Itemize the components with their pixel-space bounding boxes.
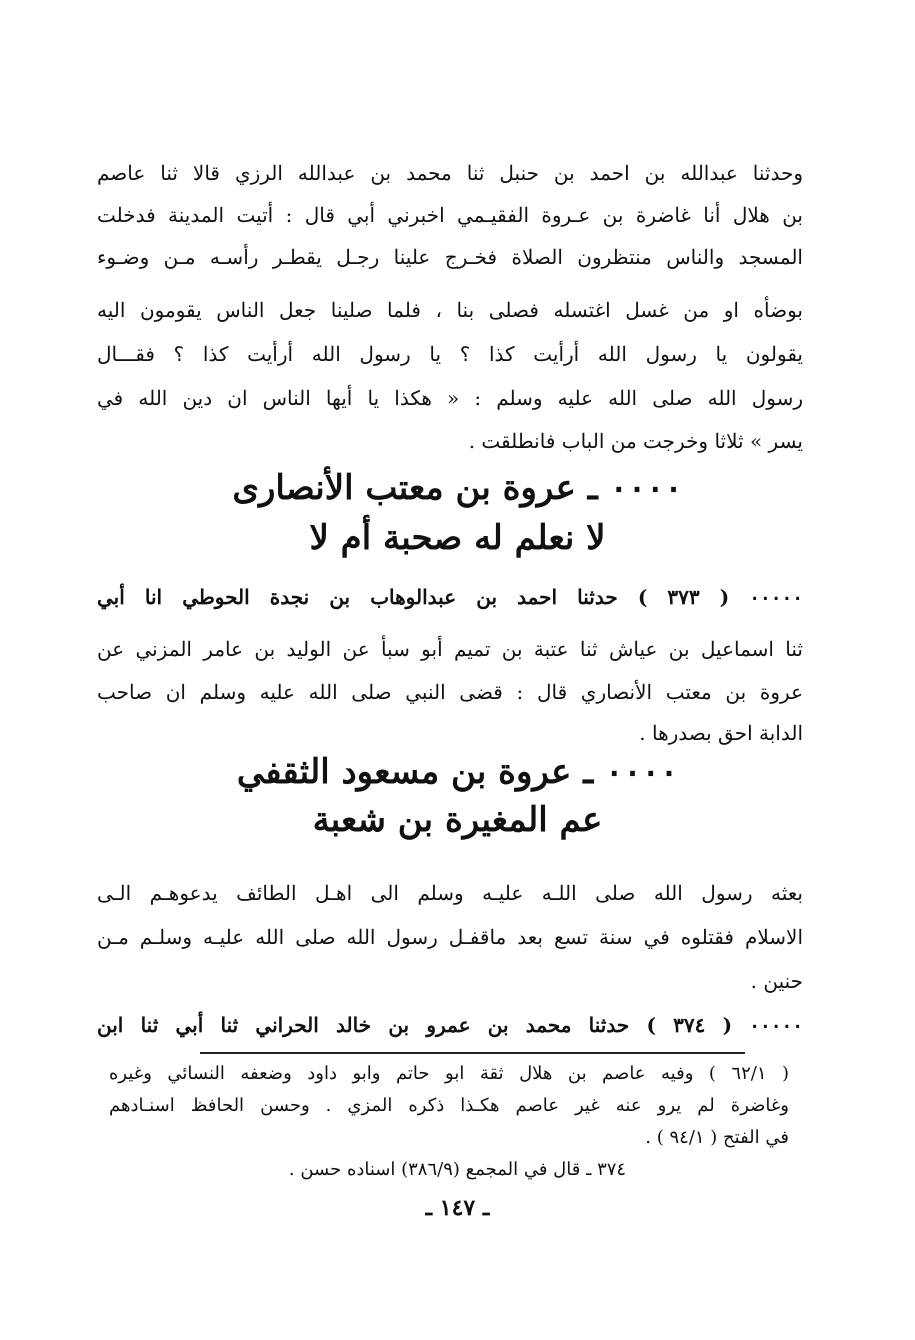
footnote-line: في الفتح ( ٩٤/١ ) .: [645, 1127, 789, 1148]
footnote-374: ٣٧٤ ـ قال في المجمع (٣٨٦/٩) اسناده حسن .: [288, 1159, 627, 1180]
paragraph1-line: يقولون يا رسول الله أرأيت كذا ؟ يا رسول الله أرأيت كذا ؟ فقـــال: [97, 342, 803, 366]
paragraph1-line: رسول الله صلى الله عليه وسلم : « هكذا يا أيها الناس ان دين الله في: [97, 386, 803, 410]
paragraph1-line: وحدثنا عبدالله بن احمد بن حنبل ثنا محمد بن عبدالله الرزي قالا ثنا عاصم: [97, 161, 803, 185]
paragraph1-line: المسجد والناس منتظرون الصلاة فخـرج علينا رجـل يقطـر رأسـه مـن وضـوء: [97, 245, 803, 269]
paragraph2-line: حنين .: [750, 969, 803, 993]
hadith-373-line: ثنا اسماعيل بن عياش ثنا عتبة بن تميم أبو سبأ عن الوليد بن عامر المزني عن: [97, 637, 803, 661]
hadith-374-first-line: ٠٠٠٠٠ ( ٣٧٤ ) حدثنا محمد بن عمرو بن خالد الحراني ثنا أبي ثنا ابن: [97, 1013, 803, 1037]
section-heading-urwa-ibn-muattib: ٠٠٠٠ ـ عروة بن معتب الأنصارى: [232, 468, 683, 508]
section-heading-urwa-ibn-masud: ٠٠٠٠ ـ عروة بن مسعود الثقفي: [236, 752, 679, 792]
footnote-line: وغاضرة لم يرو عنه غير عاصم هكـذا ذكره المزي . وحسن الحافظ اسنـادهم: [109, 1095, 789, 1116]
paragraph1-line: يسر » ثلاثا وخرجت من الباب فانطلقت .: [468, 429, 803, 453]
page-number: ـ ١٤٧ ـ: [425, 1195, 490, 1221]
hadith-373-first-line: ٠٠٠٠٠ ( ٣٧٣ ) حدثنا احمد بن عبدالوهاب بن نجدة الحوطي انا أبي: [97, 585, 803, 609]
paragraph1-line: بوضأه او من غسل اغتسله فصلى بنا ، فلما صلينا جعل الناس يقومون اليه: [97, 298, 803, 322]
paragraph1-line: بن هلال أنا غاضرة بن عـروة الفقيـمي اخبرني أبي قال : أتيت المدينة فدخلت: [97, 203, 803, 227]
footnote-divider: [200, 1052, 745, 1054]
paragraph2-line: الاسلام فقتلوه في سنة تسع بعد ماقفـل رسول الله صلى الله عليـه وسلـم مـن: [97, 925, 803, 949]
paragraph2-line: بعثه رسول الله صلى اللـه عليـه وسلم الى اهـل الطائف يدعوهـم الـى: [97, 881, 803, 905]
hadith-373-line: عروة بن معتب الأنصاري قال : قضى النبي صلى الله عليه وسلم ان صاحب: [97, 680, 803, 704]
section-subheading: لا نعلم له صحبة أم لا: [309, 518, 606, 558]
section-subheading: عم المغيرة بن شعبة: [312, 800, 603, 840]
hadith-373-line: الدابة احق بصدرها .: [639, 721, 803, 745]
footnote-line: ( ٦٢/١ ) وفيه عاصم بن هلال ثقة ابو حاتم وابو داود وضعفه النسائي وغيره: [109, 1063, 789, 1084]
